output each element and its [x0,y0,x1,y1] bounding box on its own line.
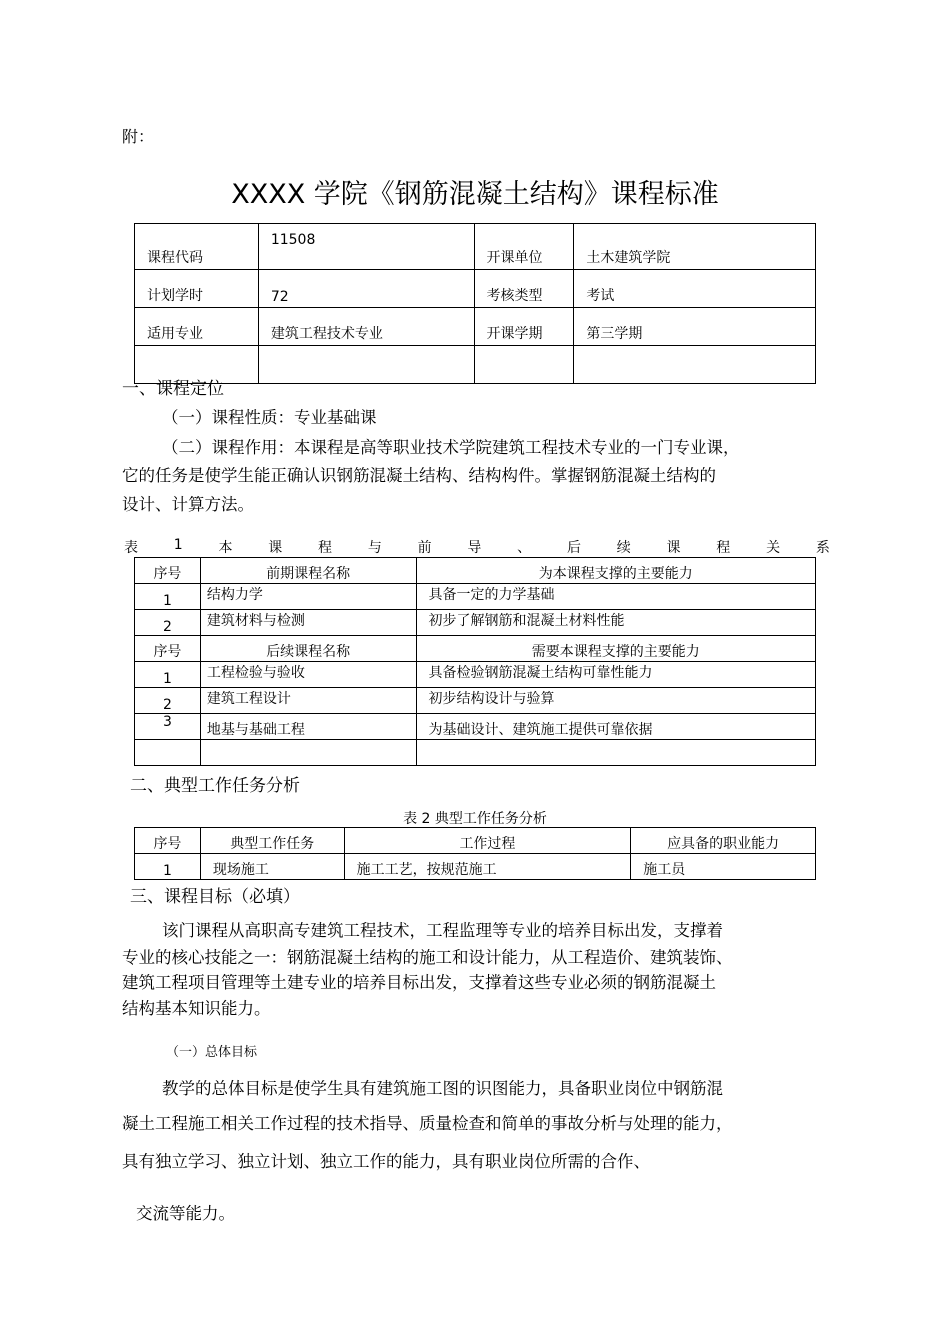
table-row [135,346,816,384]
course-role-line: 设计、计算方法。 [122,495,254,514]
table-row [135,662,816,688]
caption-char: 课 [268,540,283,556]
caption-char: 前 [417,540,432,556]
table-cell: 考试 [574,270,816,308]
table-header-cell: 典型工作任务 [200,828,344,854]
table-header-cell: 应具备的职业能力 [631,828,816,854]
section-2-heading: 二、典型工作任务分析 [130,776,300,796]
course-relation-table [134,557,816,766]
table-cell: 课程代码 [135,224,259,270]
table-cell: 初步了解钢筋和混凝土材料性能 [416,610,815,636]
caption-char: 后 [566,540,581,556]
caption-char: 、 [517,540,532,556]
table-cell [135,740,201,766]
relation-table-caption [124,537,830,557]
caption-char: 系 [815,540,830,556]
table-cell: 2 [135,688,201,714]
objective-paragraph-line: 建筑工程项目管理等土建专业的培养目标出发，支撑着这些专业必须的钢筋混凝土 [122,973,716,992]
caption-char: 1 [173,537,183,553]
table-cell [474,346,574,384]
table-row [135,224,816,270]
objective-paragraph-line: 专业的核心技能之一：钢筋混凝土结构的施工和设计能力，从工程造价、建筑装饰、 [122,948,733,967]
table-header-cell: 工作过程 [344,828,631,854]
course-role-line: （二）课程作用：本课程是高等职业技术学院建筑工程技术专业的一门专业课， [162,438,740,457]
course-info-table [134,223,816,384]
section-1-heading: 一、课程定位 [122,379,224,399]
table-header-cell: 为本课程支撑的主要能力 [416,558,815,584]
caption-char: 关 [766,540,781,556]
table-cell: 72 [258,270,474,308]
table-cell [200,740,416,766]
objective-paragraph-line: 结构基本知识能力。 [122,999,271,1018]
caption-char: 本 [218,540,233,556]
table-row [135,270,816,308]
table-cell: 计划学时 [135,270,259,308]
section-3-heading: 三、课程目标（必填） [130,887,300,907]
table-cell: 第三学期 [574,308,816,346]
table-cell: 施工工艺，按规范施工 [344,854,631,880]
table-row [135,610,816,636]
table-cell: 施工员 [631,854,816,880]
table-cell: 开课学期 [474,308,574,346]
table-header-cell: 前期课程名称 [200,558,416,584]
table-cell: 结构力学 [200,584,416,610]
table-cell: 土木建筑学院 [574,224,816,270]
table-row [135,714,816,740]
table-header-cell: 后续课程名称 [200,636,416,662]
overall-goal-line: 具有独立学习、独立计划、独立工作的能力，具有职业岗位所需的合作、 [122,1152,650,1171]
table-row [135,740,816,766]
table-cell: 建筑工程技术专业 [258,308,474,346]
caption-char: 导 [467,540,482,556]
table-cell [574,346,816,384]
table-cell [258,346,474,384]
caption-char: 续 [616,540,631,556]
table-cell: 具备检验钢筋混凝土结构可靠性能力 [416,662,815,688]
table-header-cell: 需要本课程支撑的主要能力 [416,636,815,662]
table-cell [416,740,815,766]
table-header-cell: 序号 [135,828,201,854]
caption-char: 表 [124,540,138,556]
table-cell: 具备一定的力学基础 [416,584,815,610]
work-task-table [134,827,816,880]
table-cell: 开课单位 [474,224,574,270]
table-cell: 3 [135,714,201,740]
overall-goal-line: 交流等能力。 [136,1204,235,1223]
overall-goal-line: 凝土工程施工相关工作过程的技术指导、质量检查和简单的事故分析与处理的能力， [122,1114,733,1133]
table-cell: 初步结构设计与验算 [416,688,815,714]
table-cell: 建筑工程设计 [200,688,416,714]
table-cell: 考核类型 [474,270,574,308]
table-header-row [135,828,816,854]
overall-goal-line: 教学的总体目标是使学生具有建筑施工图的识图能力，具备职业岗位中钢筋混 [162,1079,723,1098]
course-nature: （一）课程性质：专业基础课 [162,408,377,427]
overall-goal-heading: （一）总体目标 [166,1045,258,1060]
table-cell: 1 [135,662,201,688]
appendix-label: 附： [122,127,155,146]
table-header-cell: 序号 [135,636,201,662]
table-header-cell: 序号 [135,558,201,584]
table-cell: 1 [135,584,201,610]
table-cell: 工程检验与验收 [200,662,416,688]
table-header-row [135,636,816,662]
table-row [135,854,816,880]
table-cell: 现场施工 [200,854,344,880]
caption-char: 程 [716,540,731,556]
table-cell: 适用专业 [135,308,259,346]
table-cell: 1 [135,854,201,880]
table-cell: 11508 [258,224,474,270]
caption-char: 程 [318,540,333,556]
document-title: XXXX 学院《钢筋混凝土结构》课程标准 [231,179,719,210]
table-cell: 2 [135,610,201,636]
course-role-line: 它的任务是使学生能正确认识钢筋混凝土结构、结构构件。掌握钢筋混凝土结构的 [122,466,716,485]
table-cell: 为基础设计、建筑施工提供可靠依据 [416,714,815,740]
table-header-row [135,558,816,584]
caption-char: 与 [367,540,382,556]
caption-char: 课 [666,540,681,556]
table-cell: 建筑材料与检测 [200,610,416,636]
table-row [135,584,816,610]
table-row [135,688,816,714]
objective-paragraph-line: 该门课程从高职高专建筑工程技术，工程监理等专业的培养目标出发，支撑着 [162,921,723,940]
table-cell: 地基与基础工程 [200,714,416,740]
table-row [135,308,816,346]
task-table-caption: 表 2 典型工作任务分析 [403,811,547,827]
